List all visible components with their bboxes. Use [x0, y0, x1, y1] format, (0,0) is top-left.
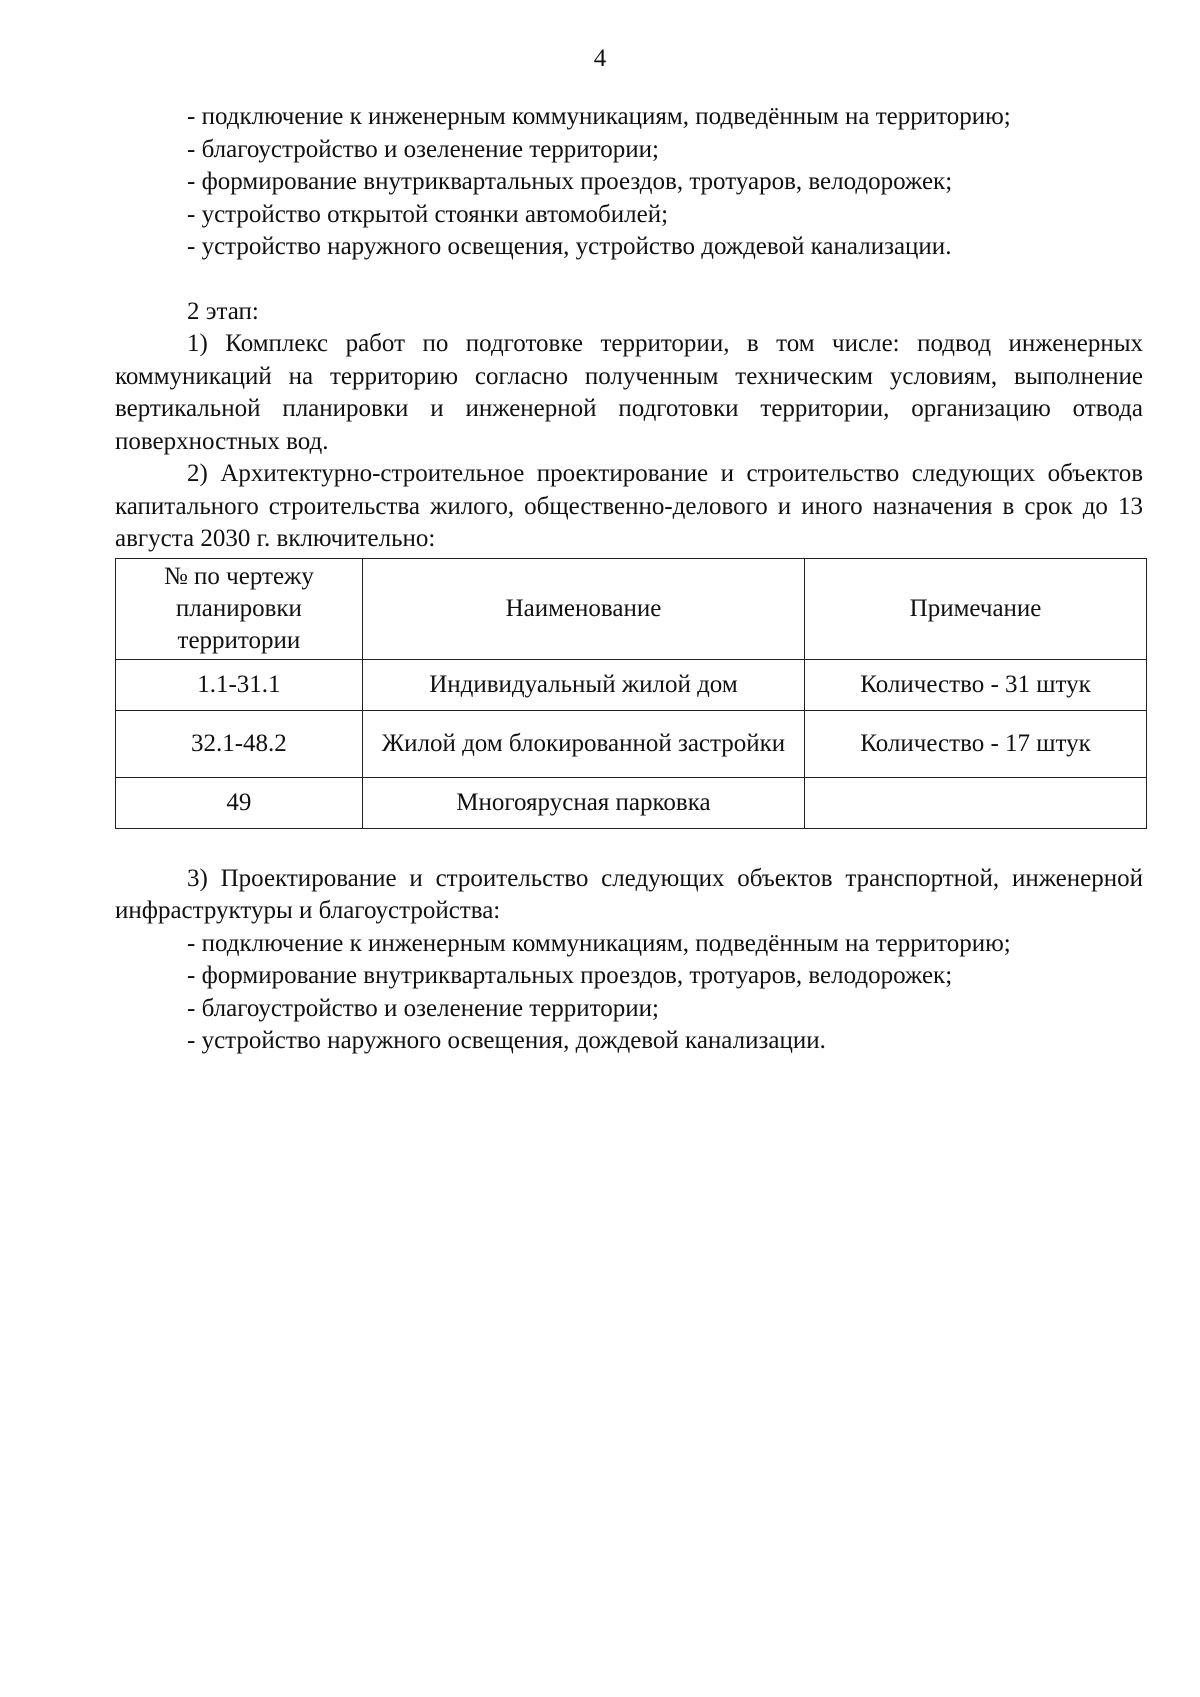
table-row: [116, 710, 1147, 777]
column-header-name: Наименование: [362, 558, 804, 659]
list-item: - формирование внутриквартальных проездов, тротуаров, велодорожек;: [187, 962, 953, 989]
table-cell-note: [805, 777, 1147, 828]
column-header-number: № по чертежу планировки территории: [116, 558, 363, 659]
list-item: - устройство наружного освещения, устройство дождевой канализации.: [187, 233, 952, 260]
table-cell-note: Количество - 31 штук: [805, 659, 1147, 710]
table-cell-note: Количество - 17 штук: [805, 710, 1147, 777]
stage-item-1: 1) Комплекс работ по подготовке территории, в том числе: подвод инженерных коммуникаций на территорию согласно полученным техническим условиям, выполнение вертикальной планировки и инженерной подготовки территории, организацию отвода поверхностных вод.: [115, 330, 1143, 455]
table-cell-number: 32.1-48.2: [116, 710, 363, 777]
stage-heading: 2 этап:: [187, 297, 259, 325]
list-item: - подключение к инженерным коммуникациям, подведённым на территорию;: [187, 103, 1011, 130]
table-cell-number: 1.1-31.1: [116, 659, 363, 710]
list-item: - благоустройство и озеленение территории;: [187, 135, 659, 163]
list-item: - устройство наружного освещения, дождевой канализации.: [187, 1027, 826, 1054]
list-item: - устройство открытой стоянки автомобилей;: [187, 200, 669, 228]
page-content: [115, 101, 1143, 1058]
list-item: - формирование внутриквартальных проездов, тротуаров, велодорожек;: [187, 168, 953, 195]
paragraph-spacer: [115, 829, 1143, 863]
paragraph-spacer: [115, 264, 1143, 296]
table-cell-name: Индивидуальный жилой дом: [362, 659, 804, 710]
page-number: 4: [593, 45, 607, 72]
table-cell-name: Жилой дом блокированной застройки: [362, 710, 804, 777]
column-header-note: Примечание: [805, 558, 1147, 659]
objects-table: [115, 558, 1147, 829]
table-header-row: [116, 558, 1147, 659]
stage-item-2: 2) Архитектурно-строительное проектирование и строительство следующих объектов капитального строительства жилого, общественно-делового и иного назначения в срок до 13 августа 2030 г. включительно:: [115, 460, 1143, 552]
list-item: - подключение к инженерным коммуникациям, подведённым на территорию;: [187, 929, 1011, 957]
table-row: [116, 777, 1147, 828]
stage-item-3: 3) Проектирование и строительство следующих объектов транспортной, инженерной инфраструктуры и благоустройства:: [115, 864, 1143, 924]
table-row: [116, 659, 1147, 710]
table-cell-number: 49: [116, 777, 363, 828]
list-item: - благоустройство и озеленение территории;: [187, 994, 659, 1022]
table-cell-name: Многоярусная парковка: [362, 777, 804, 828]
